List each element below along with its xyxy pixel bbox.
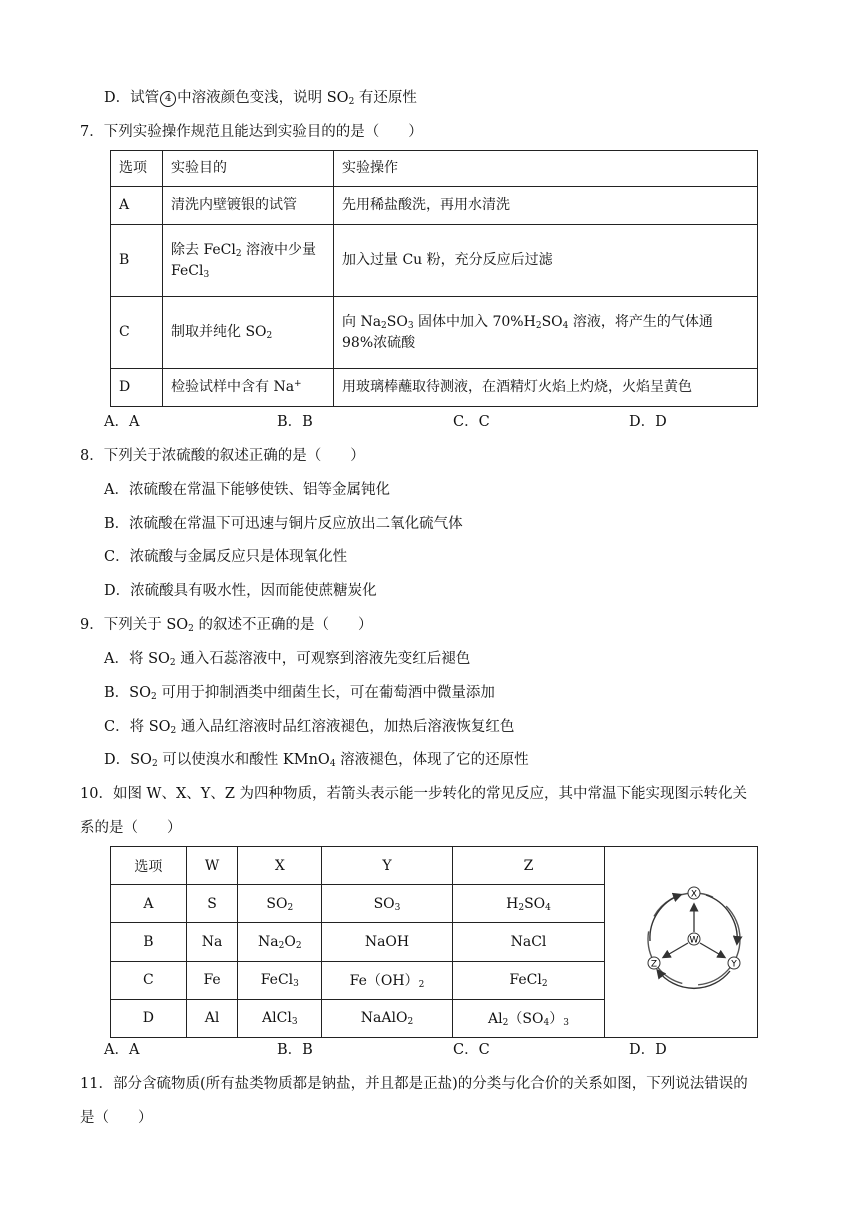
q9-stem: 9．下列关于 $SO_2$ 的叙述不正确的是（ ） (80, 617, 373, 634)
q10-row-a-option: A (111, 885, 187, 923)
q7-row-b-option: B (111, 225, 163, 297)
arrow-w-to-z (664, 943, 688, 957)
q10-choice-b[interactable]: B．B (277, 1042, 313, 1058)
table-row (111, 225, 758, 297)
q10-diagram-cell (605, 847, 758, 1038)
q8-option-c[interactable]: C．浓硫酸与金属反应只是体现氧化性 (104, 549, 348, 565)
node-w: W (689, 935, 699, 946)
q10-row-a-z: $H_2SO_4$ (452, 885, 605, 923)
q10-header-w: W (186, 847, 238, 885)
q7-choice-d[interactable]: D．D (629, 414, 667, 430)
conversion-diagram (606, 847, 756, 1033)
q10-row-d-option: D (111, 999, 187, 1037)
q9-option-b[interactable]: B．$SO_2$ 可用于抑制酒类中细菌生长，可在葡萄酒中微量添加 (104, 685, 495, 702)
q7-row-c-operation: 向 $Na_2SO_3$ 固体中加入 $70\%H_2SO_4$ 溶液，将产生的气体通 98%浓硫酸 (334, 297, 758, 369)
q10-choice-a[interactable]: A．A (104, 1042, 140, 1058)
q10-row-c-y: $Fe(OH)_2$ (322, 961, 452, 999)
table-row (111, 369, 758, 407)
arrow-z-to-x (650, 895, 680, 941)
q10-row-d-y: NaAlO$_2$ (322, 999, 452, 1037)
q9-option-d[interactable]: D．$SO_2$ 可以使溴水和酸性 KMnO$_4$ 溶液褪色，体现了它的还原性 (104, 752, 529, 769)
q10-row-d-w: Al (186, 999, 238, 1037)
q7-header-operation: 实验操作 (334, 151, 758, 187)
q10-stem-line2: 系的是（ ） (80, 820, 182, 836)
arrow-w-to-y (700, 943, 724, 957)
q7-choice-b[interactable]: B．B (277, 414, 313, 430)
q10-header-z: Z (452, 847, 605, 885)
q7-row-d-operation: 用玻璃棒蘸取待测液，在酒精灯火焰上灼烧，火焰呈黄色 (334, 369, 758, 407)
q10-row-b-y: NaOH (322, 923, 452, 961)
q10-row-a-y: $SO_3$ (322, 885, 452, 923)
q10-table (110, 846, 758, 1038)
q10-row-b-w: Na (186, 923, 238, 961)
q10-row-a-x: $SO_2$ (238, 885, 322, 923)
node-x: X (691, 889, 698, 900)
q9-option-a[interactable]: A．将 $SO_2$ 通入石蕊溶液中，可观察到溶液先变红后褪色 (104, 651, 471, 668)
q10-row-b-option: B (111, 923, 187, 961)
q10-header-x: X (238, 847, 322, 885)
q10-row-c-z: FeCl$_2$ (452, 961, 605, 999)
q7-header-option: 选项 (111, 151, 163, 187)
q10-row-c-option: C (111, 961, 187, 999)
q10-choice-d[interactable]: D．D (629, 1042, 667, 1058)
q10-header-option: 选项 (111, 847, 187, 885)
q8-option-d[interactable]: D．浓硫酸具有吸水性，因而能使蔗糖炭化 (104, 583, 377, 599)
table-row (111, 297, 758, 369)
q7-row-a-option: A (111, 187, 163, 225)
q11-stem-line1: 11．部分含硫物质(所有盐类物质都是钠盐，并且都是正盐)的分类与化合价的关系如图，下列说法错误的 (80, 1076, 748, 1092)
q7-stem: 7．下列实验操作规范且能达到实验目的的是（ ） (80, 124, 423, 140)
q10-row-b-x: $Na_2O_2$ (238, 923, 322, 961)
q10-choices (104, 1040, 804, 1060)
arrow-x-to-y (706, 895, 737, 943)
q10-row-b-z: NaCl (452, 923, 605, 961)
q9-option-c[interactable]: C．将 $SO_2$ 通入品红溶液时品红溶液褪色，加热后溶液恢复红色 (104, 719, 515, 736)
arrow-y-to-z (658, 971, 730, 988)
q7-row-b-operation: 加入过量 Cu 粉，充分反应后过滤 (334, 225, 758, 297)
q7-header-goal: 实验目的 (163, 151, 334, 187)
node-z: Z (651, 959, 658, 970)
table-row (111, 187, 758, 225)
q7-choices (104, 412, 804, 432)
q7-table (110, 150, 758, 407)
q8-option-a[interactable]: A．浓硫酸在常温下能够使铁、铝等金属钝化 (104, 482, 390, 498)
q7-choice-c[interactable]: C．C (453, 414, 490, 430)
q7-row-d-option: D (111, 369, 163, 407)
q7-row-a-goal: 清洗内壁镀银的试管 (163, 187, 334, 225)
q7-choice-a[interactable]: A．A (104, 414, 140, 430)
q10-choice-c[interactable]: C．C (453, 1042, 490, 1058)
q7-row-c-option: C (111, 297, 163, 369)
q10-row-c-x: FeCl$_3$ (238, 961, 322, 999)
q10-row-d-x: AlCl$_3$ (238, 999, 322, 1037)
q7-row-b-goal: 除去 FeCl$_2$ 溶液中少量 FeCl$_3$ (163, 225, 334, 297)
q7-row-a-operation: 先用稀盐酸洗，再用水清洗 (334, 187, 758, 225)
q7-row-d-goal: 检验试样中含有 Na+ (163, 369, 334, 407)
node-y: Y (731, 959, 737, 970)
q6-option-d: D．试管 4 中溶液颜色变浅，说明 $SO_2$ 有还原性 (104, 90, 417, 107)
q10-header-y: Y (322, 847, 452, 885)
q8-stem: 8．下列关于浓硫酸的叙述正确的是（ ） (80, 448, 365, 464)
q10-row-a-w: S (186, 885, 238, 923)
q10-row-c-w: Fe (186, 961, 238, 999)
q7-row-c-goal: 制取并纯化 $SO_2$ (163, 297, 334, 369)
q11-stem-line2: 是（ ） (80, 1110, 153, 1126)
q10-stem-line1: 10．如图 W、X、Y、Z 为四种物质，若箭头表示能一步转化的常见反应，其中常温下能实现图示转化关 (80, 786, 748, 802)
q10-row-d-z: $Al_2(SO_4)_3$ (452, 999, 605, 1037)
q8-option-b[interactable]: B．浓硫酸在常温下可迅速与铜片反应放出二氧化硫气体 (104, 516, 463, 532)
